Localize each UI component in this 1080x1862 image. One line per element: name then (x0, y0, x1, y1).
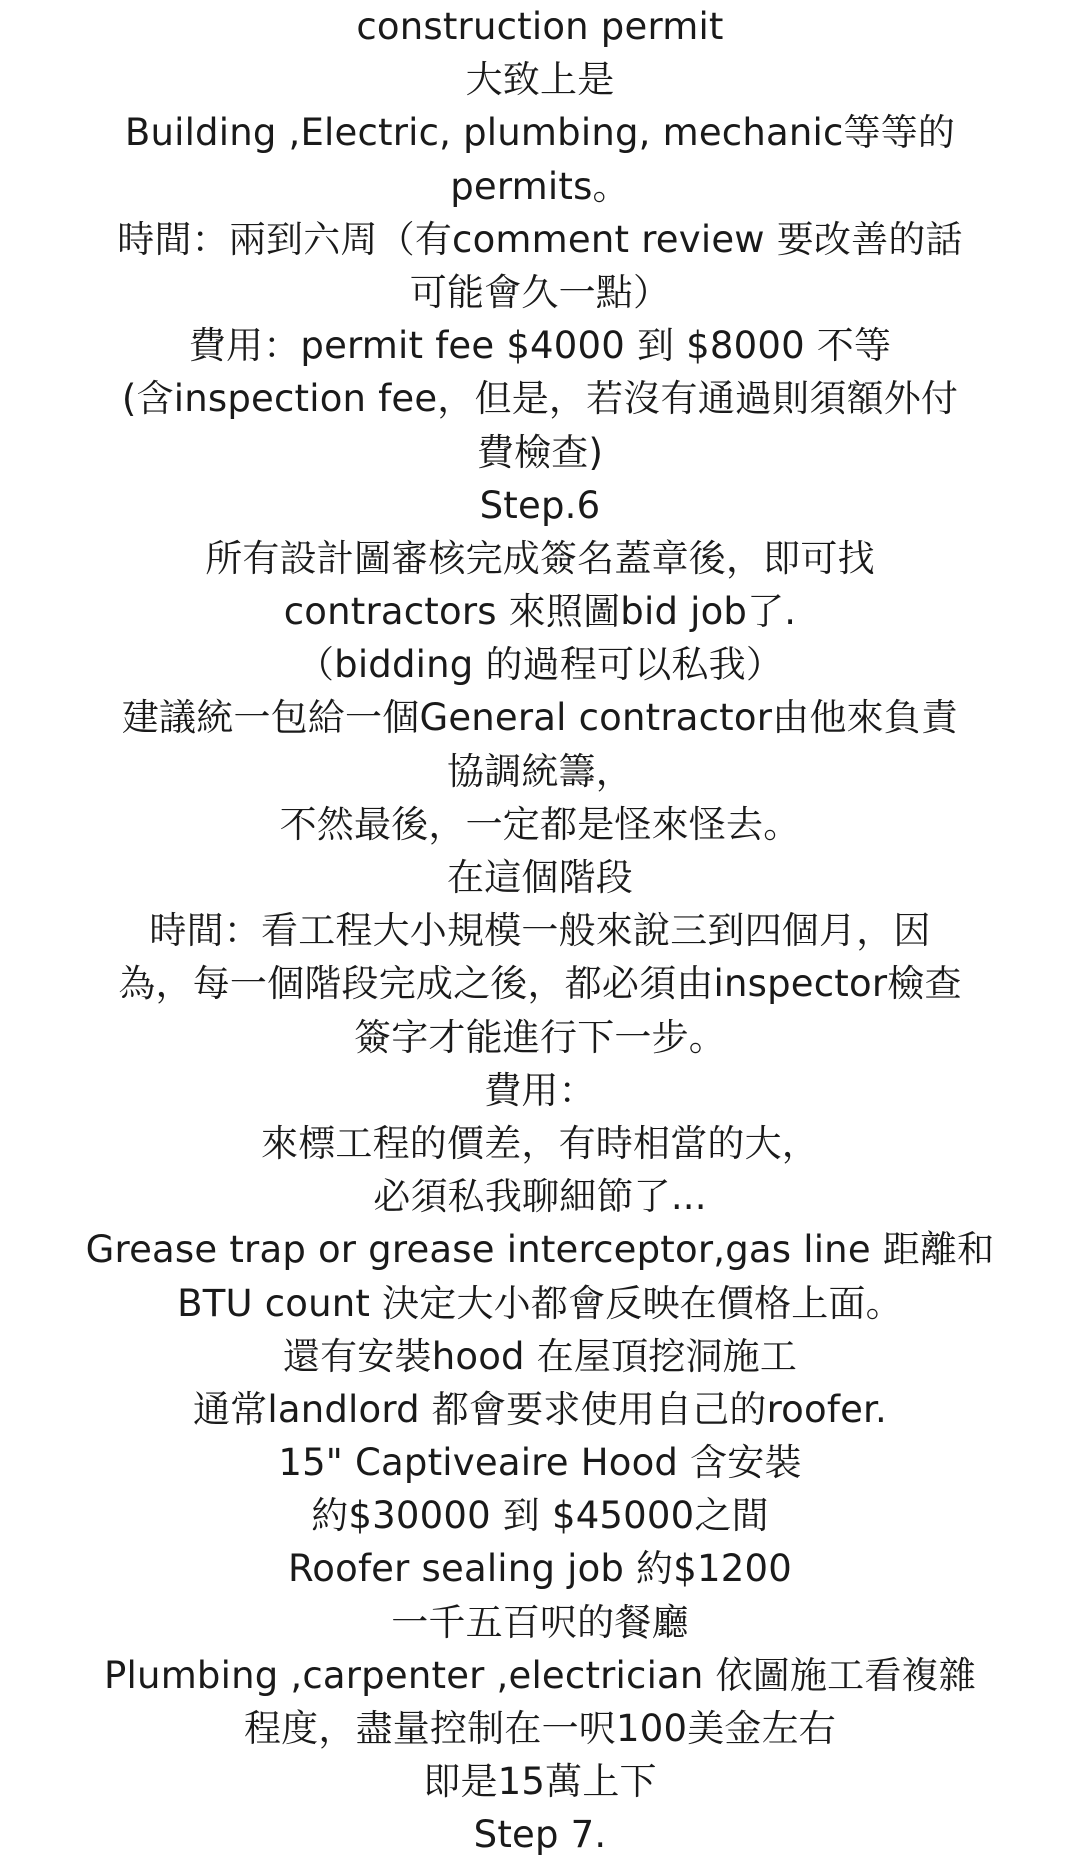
text-line: 15" Captiveaire Hood 含安裝 (278, 1441, 802, 1485)
text-line: 通常landlord 都會要求使用自己的roofer. (192, 1387, 888, 1431)
text-line: 在這個階段 (447, 856, 633, 899)
text-line: construction permit (356, 5, 724, 48)
text-line: Grease trap or grease interceptor,gas line 距離和 (85, 1228, 995, 1272)
text-line: 即是15萬上下 (423, 1760, 657, 1804)
text-line: 時間：兩到六周（有comment review 要改善的話 (117, 217, 963, 261)
text-line: Building ,Electric, plumbing, mechanic等等的 (124, 111, 956, 155)
text-line: 所有設計圖審核完成簽名蓋章後，即可找 (205, 536, 875, 580)
text-line: 時間：看工程大小規模一般來說三到四個月，因 (149, 909, 931, 953)
text-line: 協調統籌， (447, 749, 633, 793)
text-line: 為，每一個階段完成之後，都必須由inspector檢查 (118, 962, 962, 1006)
text-line: 費用： (484, 1068, 596, 1112)
text-line: 還有安裝hood 在屋頂挖洞施工 (282, 1334, 798, 1378)
text-line: (含inspection fee，但是，若沒有通過則須額外付 (121, 377, 959, 421)
text-line: contractors 來照圖bid job了. (283, 590, 797, 634)
text-line: 約$30000 到 $45000之間 (311, 1494, 769, 1538)
text-line: 來標工程的價差，有時相當的大， (261, 1121, 819, 1165)
text-line: 一千五百呎的餐廳 (391, 1600, 689, 1644)
text-line: Plumbing ,carpenter ,electrician 依圖施工看複雜 (104, 1653, 976, 1697)
step-heading: Step.6 (479, 483, 601, 527)
text-line: Roofer sealing job 約$1200 (288, 1547, 792, 1591)
step-heading: Step 7. (473, 1813, 607, 1857)
text-line: 費用：permit fee $4000 到 $8000 不等 (188, 324, 892, 368)
text-line: 大致上是 (465, 58, 615, 102)
text-line: 不然最後，一定都是怪來怪去。 (279, 802, 801, 846)
text-line: 簽字才能進行下一步。 (354, 1015, 726, 1059)
text-line: （bidding 的過程可以私我） (296, 643, 784, 687)
text-line: BTU count 決定大小都會反映在價格上面。 (177, 1281, 903, 1325)
text-line: 建議統一包給一個General contractor由他來負責 (121, 696, 959, 740)
text-line: 程度，盡量控制在一呎100美金左右 (243, 1707, 837, 1750)
text-line: permits。 (450, 164, 630, 208)
text-line: 必須私我聊細節了... (373, 1175, 707, 1219)
text-line: 費檢查) (476, 430, 604, 474)
text-line: 可能會久一點） (409, 270, 671, 314)
